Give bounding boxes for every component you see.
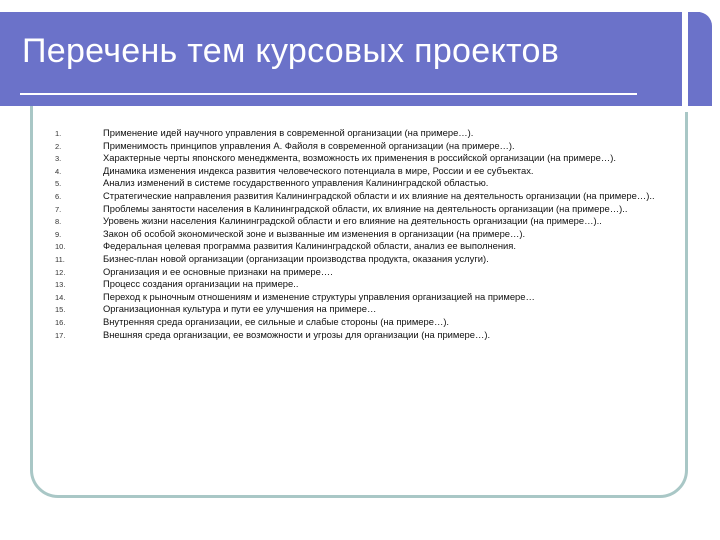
topic-item (55, 291, 675, 304)
topic-item (55, 278, 675, 291)
topic-text: Федеральная целевая программа развития Калининградской области, анализ ее выполнения. (103, 240, 516, 252)
topic-item (55, 140, 675, 153)
topic-item (55, 240, 675, 253)
header-divider (682, 12, 688, 112)
topic-text: Уровень жизни населения Калининградской области и его влияние на деятельность организации (на примере…).. (103, 215, 602, 227)
topic-number: 2. (55, 141, 62, 151)
topic-text: Анализ изменений в системе государственного управления Калининградской областью. (103, 177, 489, 189)
topic-number: 1. (55, 129, 62, 138)
topic-text: Проблемы занятости населения в Калининградской области, их влияние на деятельность организации (на примере…).. (103, 202, 628, 214)
topic-text: Внешняя среда организации, ее возможности и угрозы для организации (на примере…). (103, 328, 491, 340)
topic-text: Динамика изменения индекса развития человеческого потенциала в мире, России и ее субъектах. (103, 164, 534, 176)
topic-number: 7. (55, 204, 62, 214)
topic-number: 10. (55, 242, 66, 252)
topic-text: Переход к рыночным отношениям и изменение структуры управления организацией на примере… (103, 290, 535, 302)
topic-number: 3. (55, 154, 62, 164)
topic-item (55, 228, 675, 241)
topic-item (55, 177, 675, 190)
topic-item (55, 316, 675, 329)
topic-item (55, 215, 675, 228)
topic-number: 9. (55, 229, 62, 239)
topic-item (55, 329, 675, 342)
topic-number: 16. (55, 317, 66, 327)
topic-number: 8. (55, 217, 62, 227)
topic-number: 14. (55, 292, 66, 302)
topic-item (55, 266, 675, 279)
topic-number: 4. (55, 166, 62, 176)
topic-text: Организационная культура и пути ее улучшения на примере… (103, 303, 377, 315)
topic-item (55, 152, 675, 165)
topic-number: 5. (55, 179, 62, 189)
title-underline (20, 93, 637, 95)
topic-item (55, 203, 675, 216)
topic-item (55, 253, 675, 266)
topic-text: Применение идей научного управления в современной организации (на примере…). (103, 127, 474, 138)
topic-item (55, 190, 675, 203)
topic-text: Процесс создания организации на примере.. (103, 278, 299, 290)
topic-item (55, 165, 675, 178)
topic-number: 13. (55, 280, 66, 290)
topic-text: Стратегические направления развития Калининградской области и их влияние на деятельность организации (на примере…).. (103, 189, 655, 201)
topic-text: Бизнес-план новой организации (организации производства продукта, оказания услуги). (103, 252, 489, 264)
topic-number: 11. (55, 254, 65, 264)
topic-number: 12. (55, 267, 66, 277)
topic-item (55, 127, 675, 140)
topic-text: Внутренняя среда организации, ее сильные и слабые стороны (на примере…). (103, 315, 450, 327)
topic-text: Закон об особой экономической зоне и вызванные им изменения в организации (на примере…). (103, 227, 526, 239)
topic-number: 15. (55, 305, 66, 315)
topic-number: 17. (55, 330, 66, 340)
topics-list (55, 127, 675, 341)
topic-text: Характерные черты японского менеджмента, возможность их применения в российской организации (на примере…). (103, 152, 616, 164)
slide-title: Перечень тем курсовых проектов (22, 32, 560, 70)
topic-number: 6. (55, 191, 62, 201)
topic-item (55, 303, 675, 316)
topic-text: Организация и ее основные признаки на примере…. (103, 265, 333, 277)
topic-text: Применимость принципов управления А. Файоля в современной организации (на примере…). (103, 139, 515, 151)
